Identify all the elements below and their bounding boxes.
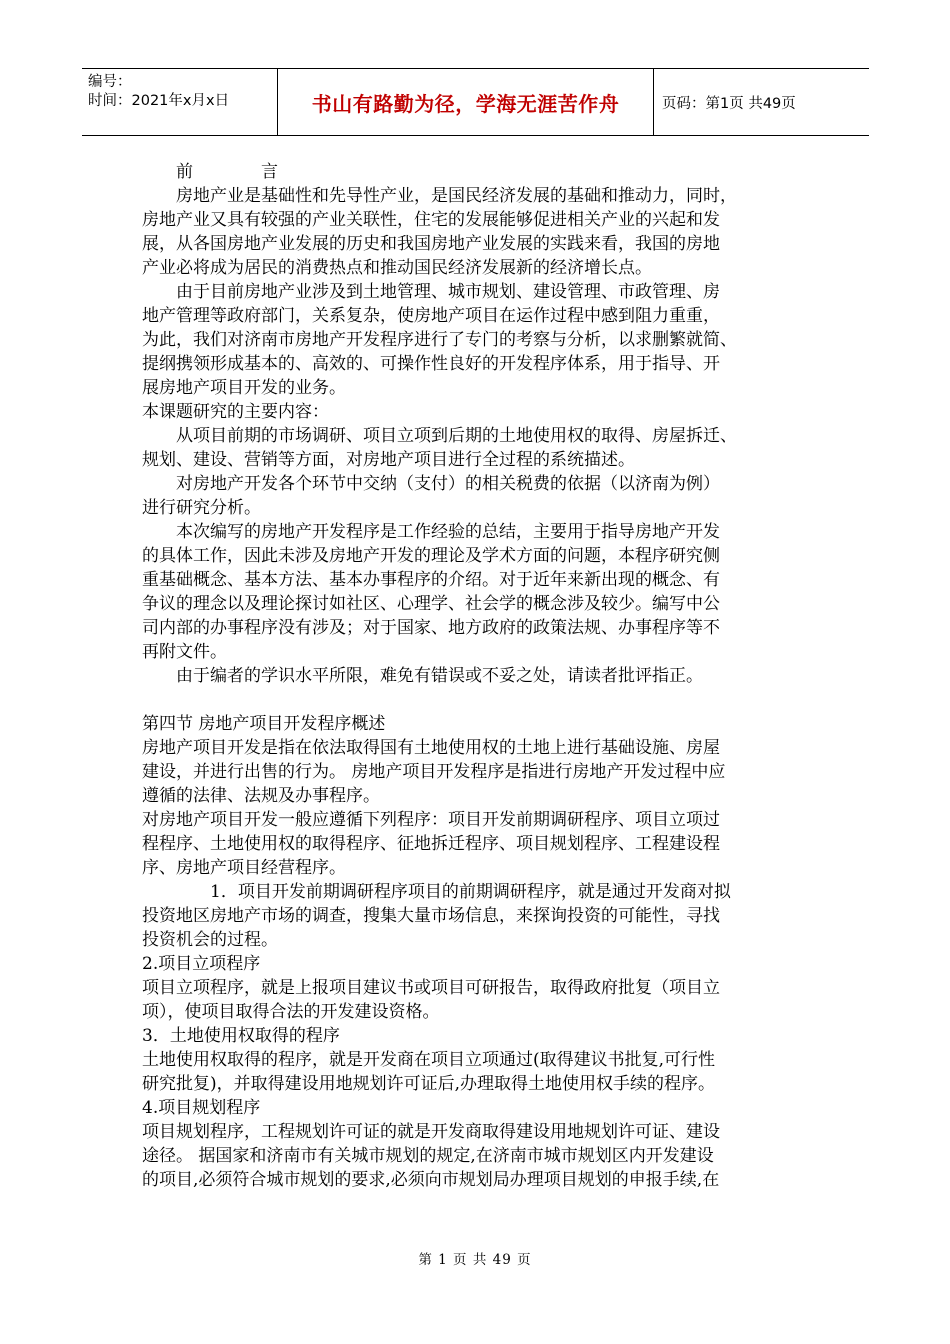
text-line: 产业必将成为居民的消费热点和推动国民经济发展新的经济增长点。 [142, 258, 652, 278]
text-line: 展房地产项目开发的业务。 [142, 378, 346, 398]
text-line: 程程序、土地使用权的取得程序、征地拆迁程序、项目规划程序、工程建设程 [142, 834, 720, 854]
text-line: 项），使项目取得合法的开发建设资格。 [142, 1002, 440, 1022]
text-line: 项目立项程序，就是上报项目建议书或项目可研报告，取得政府批复（项目立 [142, 978, 720, 998]
text-line: 第四节 房地产项目开发程序概述 [142, 714, 386, 734]
text-line: 争议的理念以及理论探讨如社区、心理学、社会学的概念涉及较少。编写中公 [142, 594, 720, 614]
text-line: 的项目,必须符合城市规划的要求,必须向市规划局办理项目规划的申报手续,在 [142, 1170, 720, 1190]
document-number: 编号： [88, 74, 132, 90]
text-line: 4.项目规划程序 [142, 1098, 261, 1118]
text-line: 房地产业又具有较强的产业关联性，住宅的发展能够促进相关产业的兴起和发 [142, 210, 720, 230]
text-line: 重基础概念、基本方法、基本办事程序的介绍。对于近年来新出现的概念、有 [142, 570, 720, 590]
text-line: 的具体工作，因此未涉及房地产开发的理论及学术方面的问题，本程序研究侧 [142, 546, 720, 566]
text-line: 为此，我们对济南市房地产开发程序进行了专门的考察与分析，以求删繁就简、 [142, 330, 737, 350]
text-line: 序、房地产项目经营程序。 [142, 858, 346, 878]
text-line: 房地产业是基础性和先导性产业，是国民经济发展的基础和推动力，同时， [142, 186, 737, 206]
text-line: 土地使用权取得的程序，就是开发商在项目立项通过(取得建议书批复,可行性 [142, 1050, 716, 1070]
text-line: 从项目前期的市场调研、项目立项到后期的土地使用权的取得、房屋拆迁、 [142, 426, 737, 446]
text-line [142, 688, 810, 712]
header-meta [82, 69, 278, 135]
text-line: 提纲携领形成基本的、高效的、可操作性良好的开发程序体系，用于指导、开 [142, 354, 720, 374]
text-line: 房地产项目开发是指在依法取得国有土地使用权的土地上进行基础设施、房屋 [142, 738, 720, 758]
text-line: 再附文件。 [142, 642, 227, 662]
text-line: 地产管理等政府部门，关系复杂，使房地产项目在运作过程中感到阻力重重， [142, 306, 720, 326]
text-line: 项目规划程序，工程规划许可证的就是开发商取得建设用地规划许可证、建设 [142, 1122, 720, 1142]
document-date: 时间：2021年x月x日 [88, 93, 230, 109]
text-line: 由于编者的学识水平所限，难免有错误或不妥之处，请读者批评指正。 [142, 666, 703, 686]
text-line: 由于目前房地产业涉及到土地管理、城市规划、建设管理、市政管理、房 [142, 282, 720, 302]
header-motto: 书山有路勤为径，学海无涯苦作舟 [278, 69, 654, 135]
text-line: 本课题研究的主要内容： [142, 402, 329, 422]
text-line: 本次编写的房地产开发程序是工作经验的总结，主要用于指导房地产开发 [142, 522, 720, 542]
text-line: 3．土地使用权取得的程序 [142, 1026, 340, 1046]
text-line: 对房地产项目开发一般应遵循下列程序：项目开发前期调研程序、项目立项过 [142, 810, 720, 830]
text-line: 途径。 据国家和济南市有关城市规划的规定,在济南市城市规划区内开发建设 [142, 1146, 714, 1166]
text-line: 展，从各国房地产业发展的历史和我国房地产业发展的实践来看，我国的房地 [142, 234, 720, 254]
text-line: 建设，并进行出售的行为。 房地产项目开发程序是指进行房地产开发过程中应 [142, 762, 726, 782]
text-line: 1．项目开发前期调研程序项目的前期调研程序，就是通过开发商对拟 [142, 882, 731, 902]
page-footer: 第 1 页 共 49 页 [418, 1252, 532, 1268]
page-header [82, 68, 869, 136]
header-page-info: 页码：第1页 共49页 [662, 95, 796, 112]
text-line: 前 言 [142, 162, 278, 182]
text-line: 2.项目立项程序 [142, 954, 261, 974]
text-line: 投资机会的过程。 [142, 930, 278, 950]
text-line: 司内部的办事程序没有涉及；对于国家、地方政府的政策法规、办事程序等不 [142, 618, 720, 638]
text-line: 对房地产开发各个环节中交纳（支付）的相关税费的依据（以济南为例） [142, 474, 720, 494]
text-line: 进行研究分析。 [142, 498, 261, 518]
document-body [142, 160, 810, 1192]
text-line: 规划、建设、营销等方面，对房地产项目进行全过程的系统描述。 [142, 450, 635, 470]
text-line: 投资地区房地产市场的调查，搜集大量市场信息，来探询投资的可能性，寻找 [142, 906, 720, 926]
text-line: 遵循的法律、法规及办事程序。 [142, 786, 380, 806]
text-line: 研究批复)，并取得建设用地规划许可证后,办理取得土地使用权手续的程序。 [142, 1074, 716, 1094]
